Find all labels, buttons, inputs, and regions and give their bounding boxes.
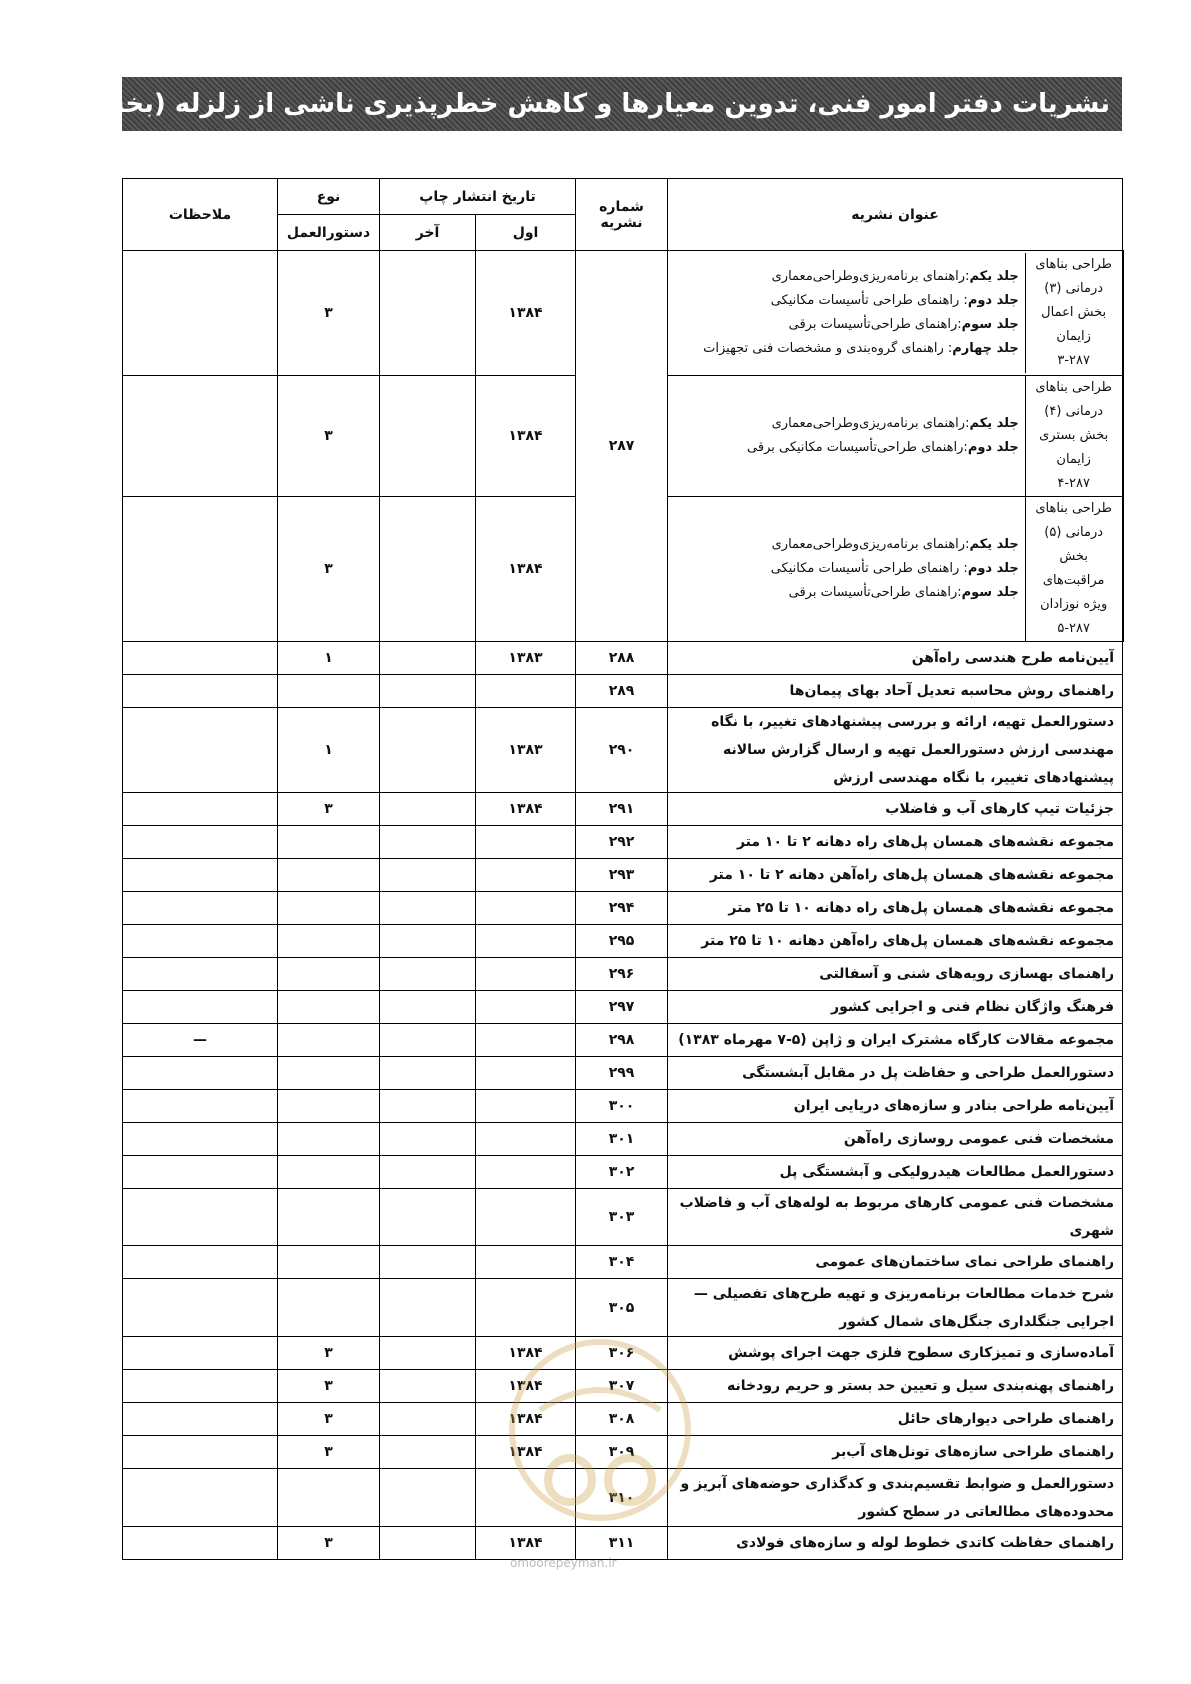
type-cell bbox=[278, 892, 380, 925]
volume-list bbox=[668, 253, 1122, 373]
title-cell: مجموعه نقشه‌های همسان پل‌های راه دهانه ۲ تا ۱۰ متر bbox=[668, 826, 1123, 859]
volume-cell bbox=[668, 581, 1025, 605]
date-last bbox=[380, 991, 476, 1024]
title-cell: دستورالعمل و ضوابط تقسیم‌بندی و کدگذاری حوضه‌های آبریز و محدوده‌های مطالعاتی در سطح کشور bbox=[668, 1469, 1123, 1527]
title-cell: دستورالعمل طراحی و حفاظت پل در مقابل آبشستگی bbox=[668, 1057, 1123, 1090]
notes-cell bbox=[123, 1246, 278, 1279]
number-cell: ۳۰۹ bbox=[576, 1436, 668, 1469]
notes-cell bbox=[123, 708, 278, 793]
volume-row bbox=[668, 412, 1025, 436]
title-cell: مجموعه نقشه‌های همسان پل‌های راه‌آهن دهانه ۲ تا ۱۰ متر bbox=[668, 859, 1123, 892]
table-row bbox=[123, 675, 1123, 708]
date-first: ۱۳۸۴ bbox=[476, 1403, 576, 1436]
group-label-line: ویژه نوزادان bbox=[1040, 597, 1108, 612]
header-number-line2: نشریه bbox=[600, 214, 643, 231]
group-label-line: بخش اعمال bbox=[1041, 305, 1107, 320]
group-label-line: زایمان bbox=[1056, 452, 1091, 467]
date-first: ۱۳۸۴ bbox=[476, 1527, 576, 1560]
date-first bbox=[476, 1246, 576, 1279]
type-cell bbox=[278, 675, 380, 708]
number-cell: ۳۰۶ bbox=[576, 1337, 668, 1370]
volume-text: : راهنمای گروه‌بندی و مشخصات فنی تجهیزات bbox=[703, 341, 953, 356]
type-cell bbox=[278, 1246, 380, 1279]
header-number-line1: شماره bbox=[599, 198, 644, 215]
date-last bbox=[380, 675, 476, 708]
date-last bbox=[380, 1189, 476, 1246]
title-cell: راهنمای طراحی دیوارهای حائل bbox=[668, 1403, 1123, 1436]
date-last bbox=[380, 892, 476, 925]
number-cell: ۳۰۲ bbox=[576, 1156, 668, 1189]
volume-table bbox=[668, 533, 1025, 605]
volume-name: جلد دوم bbox=[967, 293, 1019, 308]
date-first bbox=[476, 1156, 576, 1189]
notes-cell bbox=[123, 1279, 278, 1337]
notes-cell bbox=[123, 1090, 278, 1123]
header-date-group: تاریخ انتشار چاپ bbox=[380, 179, 576, 215]
notes-cell bbox=[123, 892, 278, 925]
date-last bbox=[380, 1279, 476, 1337]
date-last bbox=[380, 1436, 476, 1469]
title-cell: راهنمای بهسازی رویه‌های شنی و آسفالتی bbox=[668, 958, 1123, 991]
date-last bbox=[380, 958, 476, 991]
number-cell: ۳۰۰ bbox=[576, 1090, 668, 1123]
date-last bbox=[380, 826, 476, 859]
notes-cell bbox=[123, 859, 278, 892]
group-label-line: درمانی (۵) bbox=[1044, 525, 1104, 540]
volume-name: جلد سوم bbox=[961, 317, 1019, 332]
table-row bbox=[123, 925, 1123, 958]
number-cell: ۲۹۴ bbox=[576, 892, 668, 925]
date-first bbox=[476, 859, 576, 892]
date-last bbox=[380, 1090, 476, 1123]
volume-cell bbox=[668, 436, 1025, 460]
header-title: عنوان نشریه bbox=[668, 179, 1123, 251]
date-last bbox=[380, 1469, 476, 1527]
title-cell: مجموعه نقشه‌های همسان پل‌های راه دهانه ۱۰ تا ۲۵ متر bbox=[668, 892, 1123, 925]
type-cell: ۳ bbox=[278, 497, 380, 642]
date-first: ۱۳۸۴ bbox=[476, 1436, 576, 1469]
volume-row bbox=[668, 289, 1025, 313]
volume-cell bbox=[668, 412, 1025, 436]
group-label-line: طراحی بناهای bbox=[1035, 380, 1112, 395]
type-cell: ۳ bbox=[278, 1403, 380, 1436]
table-row bbox=[123, 1090, 1123, 1123]
volume-cell bbox=[668, 289, 1025, 313]
title-cell: آیین‌نامه طرح هندسی راه‌آهن bbox=[668, 642, 1123, 675]
type-cell bbox=[278, 1156, 380, 1189]
table-row bbox=[123, 1057, 1123, 1090]
notes-cell bbox=[123, 1370, 278, 1403]
title-cell: آماده‌سازی و تمیزکاری سطوح فلزی جهت اجرای پوشش bbox=[668, 1337, 1123, 1370]
number-cell: ۲۹۸ bbox=[576, 1024, 668, 1057]
title-cell: مجموعه مقالات کارگاه مشترک ایران و ژاپن (۵-۷ مهرماه ۱۳۸۳) bbox=[668, 1024, 1123, 1057]
type-cell: ۳ bbox=[278, 1370, 380, 1403]
table-row bbox=[123, 1156, 1123, 1189]
title-cell: آیین‌نامه طراحی بنادر و سازه‌های دریایی ایران bbox=[668, 1090, 1123, 1123]
date-last bbox=[380, 251, 476, 376]
type-cell bbox=[278, 991, 380, 1024]
volume-name: جلد سوم bbox=[961, 585, 1019, 600]
type-cell: ۳ bbox=[278, 1527, 380, 1560]
date-first: ۱۳۸۴ bbox=[476, 376, 576, 497]
date-last bbox=[380, 1246, 476, 1279]
type-cell bbox=[278, 1279, 380, 1337]
title-cell: دستورالعمل مطالعات هیدرولیکی و آبشستگی پل bbox=[668, 1156, 1123, 1189]
watermark-url: omoorepeyman.ir bbox=[510, 1556, 617, 1570]
group-label-line: ۴-۲۸۷ bbox=[1057, 476, 1090, 491]
volume-text: : راهنمای طراحی تأسیسات مکانیکی bbox=[770, 561, 968, 576]
type-cell bbox=[278, 1469, 380, 1527]
volume-text: :راهنمای برنامه‌ریزی‌وطراحی‌معماری bbox=[771, 269, 970, 284]
date-last bbox=[380, 1527, 476, 1560]
group-title-cell bbox=[668, 376, 1123, 497]
group-label-line: درمانی (۴) bbox=[1044, 404, 1104, 419]
number-cell: ۲۹۰ bbox=[576, 708, 668, 793]
date-last bbox=[380, 376, 476, 497]
date-first bbox=[476, 925, 576, 958]
notes-cell: — bbox=[123, 1024, 278, 1057]
volume-name: جلد دوم bbox=[967, 561, 1019, 576]
volume-row bbox=[668, 313, 1025, 337]
notes-cell bbox=[123, 991, 278, 1024]
table-row bbox=[123, 1527, 1123, 1560]
notes-cell bbox=[123, 1337, 278, 1370]
date-first bbox=[476, 1024, 576, 1057]
number-cell: ۲۹۵ bbox=[576, 925, 668, 958]
group-label-line: بخش مراقبت‌های bbox=[1042, 549, 1105, 588]
group-label bbox=[1025, 497, 1121, 641]
notes-cell bbox=[123, 1403, 278, 1436]
type-cell: ۳ bbox=[278, 251, 380, 376]
notes-cell bbox=[123, 1156, 278, 1189]
notes-cell bbox=[123, 1527, 278, 1560]
table-row bbox=[123, 991, 1123, 1024]
number-cell: ۲۹۲ bbox=[576, 826, 668, 859]
date-first bbox=[476, 1279, 576, 1337]
title-cell: مشخصات فنی عمومی روسازی راه‌آهن bbox=[668, 1123, 1123, 1156]
date-last bbox=[380, 925, 476, 958]
number-cell: ۳۰۷ bbox=[576, 1370, 668, 1403]
title-cell: راهنمای پهنه‌بندی سیل و تعیین حد بستر و حریم رودخانه bbox=[668, 1370, 1123, 1403]
number-cell: ۲۸۹ bbox=[576, 675, 668, 708]
volume-cell bbox=[668, 337, 1025, 361]
date-last bbox=[380, 793, 476, 826]
notes-cell bbox=[123, 958, 278, 991]
watermark-stamp bbox=[500, 1330, 700, 1530]
group-number: ۲۸۷ bbox=[576, 251, 668, 642]
number-cell: ۳۰۱ bbox=[576, 1123, 668, 1156]
table-row bbox=[123, 1123, 1123, 1156]
notes-cell bbox=[123, 793, 278, 826]
table-row bbox=[123, 859, 1123, 892]
notes-cell bbox=[123, 1436, 278, 1469]
title-cell: دستورالعمل تهیه، ارائه و بررسی پیشنهادهای تغییر، با نگاه مهندسی ارزش دستورالعمل تهیه و ارسال گزارش سالانه پیشنهادهای تغییر، با نگاه مهندسی ارزش bbox=[668, 708, 1123, 793]
notes-cell bbox=[123, 497, 278, 642]
number-cell: ۲۸۸ bbox=[576, 642, 668, 675]
notes-cell bbox=[123, 675, 278, 708]
table-row bbox=[123, 1279, 1123, 1337]
title-cell: فرهنگ واژگان نظام فنی و اجرایی کشور bbox=[668, 991, 1123, 1024]
volume-name: جلد چهارم bbox=[952, 341, 1019, 356]
number-cell: ۳۰۴ bbox=[576, 1246, 668, 1279]
group-title-cell bbox=[668, 497, 1123, 642]
date-first: ۱۳۸۴ bbox=[476, 251, 576, 376]
type-cell bbox=[278, 1123, 380, 1156]
table-row bbox=[123, 1024, 1123, 1057]
volume-row bbox=[668, 265, 1025, 289]
title-cell: راهنمای حفاظت کاتدی خطوط لوله و سازه‌های فولادی bbox=[668, 1527, 1123, 1560]
date-first bbox=[476, 958, 576, 991]
number-cell: ۳۰۳ bbox=[576, 1189, 668, 1246]
number-cell: ۳۱۱ bbox=[576, 1527, 668, 1560]
table-row bbox=[123, 708, 1123, 793]
table-row bbox=[123, 958, 1123, 991]
group-title-cell bbox=[668, 251, 1123, 376]
table-row bbox=[123, 892, 1123, 925]
date-first: ۱۳۸۳ bbox=[476, 708, 576, 793]
type-cell: ۳ bbox=[278, 1436, 380, 1469]
date-first bbox=[476, 675, 576, 708]
volume-row bbox=[668, 436, 1025, 460]
notes-cell bbox=[123, 642, 278, 675]
volume-cell bbox=[668, 533, 1025, 557]
notes-cell bbox=[123, 925, 278, 958]
type-cell bbox=[278, 925, 380, 958]
type-cell bbox=[278, 826, 380, 859]
date-last bbox=[380, 1156, 476, 1189]
date-first bbox=[476, 1057, 576, 1090]
header-notes: ملاحظات bbox=[123, 179, 278, 251]
volume-name: جلد یکم bbox=[969, 269, 1019, 284]
volume-text: :راهنمای طراحی‌تأسیسات مکانیکی برقی bbox=[747, 440, 968, 455]
volume-list bbox=[668, 497, 1122, 641]
header-type-line1: نوع bbox=[278, 179, 380, 215]
notes-cell bbox=[123, 826, 278, 859]
table-row bbox=[123, 826, 1123, 859]
notes-cell bbox=[123, 1469, 278, 1527]
group-label-line: ۳-۲۸۷ bbox=[1057, 353, 1090, 368]
date-last bbox=[380, 1337, 476, 1370]
volume-cell bbox=[668, 557, 1025, 581]
volume-name: جلد یکم bbox=[969, 416, 1019, 431]
group-row bbox=[123, 251, 1123, 376]
date-last bbox=[380, 1123, 476, 1156]
volume-text: :راهنمای برنامه‌ریزی‌وطراحی‌معماری bbox=[771, 537, 970, 552]
type-cell bbox=[278, 958, 380, 991]
title-cell: راهنمای روش محاسبه تعدیل آحاد بهای پیمان‌ها bbox=[668, 675, 1123, 708]
type-cell: ۳ bbox=[278, 793, 380, 826]
title-cell: مشخصات فنی عمومی کارهای مربوط به لوله‌های آب و فاضلاب شهری bbox=[668, 1189, 1123, 1246]
volume-row bbox=[668, 533, 1025, 557]
volume-row bbox=[668, 557, 1025, 581]
header-date-first: اول bbox=[476, 215, 576, 251]
type-cell bbox=[278, 1057, 380, 1090]
date-last bbox=[380, 708, 476, 793]
date-last bbox=[380, 1024, 476, 1057]
volume-cell bbox=[668, 265, 1025, 289]
group-label-line: درمانی (۳) bbox=[1044, 281, 1104, 296]
table-row bbox=[123, 642, 1123, 675]
volume-list bbox=[668, 376, 1122, 496]
date-first bbox=[476, 1123, 576, 1156]
date-last bbox=[380, 1057, 476, 1090]
volume-text: :راهنمای طراحی‌تأسیسات برقی bbox=[788, 585, 962, 600]
volume-text: :راهنمای برنامه‌ریزی‌وطراحی‌معماری bbox=[771, 416, 970, 431]
date-first bbox=[476, 1189, 576, 1246]
volume-text: : راهنمای طراحی تأسیسات مکانیکی bbox=[770, 293, 968, 308]
title-cell: راهنمای طراحی نمای ساختمان‌های عمومی bbox=[668, 1246, 1123, 1279]
table-row bbox=[123, 1189, 1123, 1246]
number-cell: ۲۹۹ bbox=[576, 1057, 668, 1090]
notes-cell bbox=[123, 1123, 278, 1156]
date-last bbox=[380, 1403, 476, 1436]
table-row bbox=[123, 1246, 1123, 1279]
volume-name: جلد دوم bbox=[967, 440, 1019, 455]
volume-row bbox=[668, 337, 1025, 361]
type-cell bbox=[278, 1090, 380, 1123]
number-cell: ۲۹۱ bbox=[576, 793, 668, 826]
number-cell: ۲۹۶ bbox=[576, 958, 668, 991]
header-date-last: آخر bbox=[380, 215, 476, 251]
notes-cell bbox=[123, 251, 278, 376]
date-first: ۱۳۸۴ bbox=[476, 793, 576, 826]
number-cell: ۳۰۵ bbox=[576, 1279, 668, 1337]
volume-row bbox=[668, 581, 1025, 605]
type-cell: ۱ bbox=[278, 642, 380, 675]
date-last bbox=[380, 859, 476, 892]
title-cell: جزئیات تیپ کارهای آب و فاضلاب bbox=[668, 793, 1123, 826]
group-label-line: ۵-۲۸۷ bbox=[1057, 621, 1090, 636]
type-cell bbox=[278, 859, 380, 892]
group-label-line: طراحی بناهای bbox=[1035, 501, 1112, 516]
title-cell: مجموعه نقشه‌های همسان پل‌های راه‌آهن دهانه ۱۰ تا ۲۵ متر bbox=[668, 925, 1123, 958]
date-first: ۱۳۸۴ bbox=[476, 1370, 576, 1403]
title-cell: شرح خدمات مطالعات برنامه‌ریزی و تهیه طرح‌های تفصیلی — اجرایی جنگلداری جنگل‌های شمال کشور bbox=[668, 1279, 1123, 1337]
notes-cell bbox=[123, 376, 278, 497]
date-last bbox=[380, 497, 476, 642]
group-label-line: طراحی بناهای bbox=[1035, 257, 1112, 272]
number-cell: ۲۹۷ bbox=[576, 991, 668, 1024]
group-label-line: بخش بستری bbox=[1039, 428, 1109, 443]
volume-name: جلد یکم bbox=[969, 537, 1019, 552]
table-row bbox=[123, 793, 1123, 826]
volume-text: :راهنمای طراحی‌تأسیسات برقی bbox=[788, 317, 962, 332]
header-number bbox=[576, 179, 668, 251]
group-label-line: زایمان bbox=[1056, 329, 1091, 344]
date-first: ۱۳۸۴ bbox=[476, 1337, 576, 1370]
type-cell: ۳ bbox=[278, 376, 380, 497]
notes-cell bbox=[123, 1057, 278, 1090]
type-cell: ۱ bbox=[278, 708, 380, 793]
type-cell bbox=[278, 1189, 380, 1246]
number-cell: ۲۹۳ bbox=[576, 859, 668, 892]
date-first: ۱۳۸۴ bbox=[476, 497, 576, 642]
date-first bbox=[476, 1090, 576, 1123]
date-first bbox=[476, 892, 576, 925]
type-cell: ۳ bbox=[278, 1337, 380, 1370]
date-last bbox=[380, 1370, 476, 1403]
number-cell: ۳۰۸ bbox=[576, 1403, 668, 1436]
volume-cell bbox=[668, 313, 1025, 337]
type-cell bbox=[278, 1024, 380, 1057]
notes-cell bbox=[123, 1189, 278, 1246]
header-banner: نشریات دفتر امور فنی، تدوین معیارها و کاهش خطرپذیری ناشی از زلزله (بخش تدوین bbox=[122, 77, 1122, 131]
date-last bbox=[380, 642, 476, 675]
title-cell: راهنمای طراحی سازه‌های تونل‌های آب‌بر bbox=[668, 1436, 1123, 1469]
date-first: ۱۳۸۳ bbox=[476, 642, 576, 675]
header-type-line2: دستورالعمل bbox=[278, 215, 380, 251]
volume-table bbox=[668, 265, 1025, 361]
group-label bbox=[1025, 376, 1121, 496]
date-first bbox=[476, 826, 576, 859]
date-first bbox=[476, 991, 576, 1024]
number-cell: ۳۱۰ bbox=[576, 1469, 668, 1527]
group-label bbox=[1025, 253, 1121, 373]
volume-table bbox=[668, 412, 1025, 460]
